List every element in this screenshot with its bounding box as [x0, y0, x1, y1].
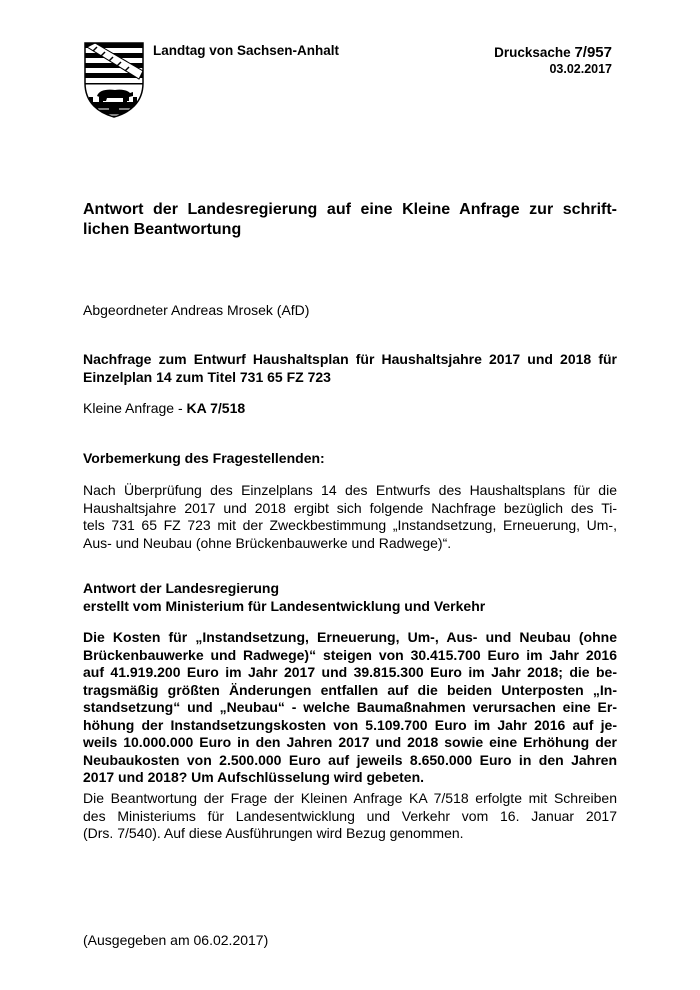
- text-line: auf 41.919.200 Euro im Jahr 2017 und 39.815.300 Euro im Jahr 2018; die be-: [83, 664, 617, 680]
- author: Abgeordneter Andreas Mrosek (AfD): [83, 302, 310, 318]
- text-line: höhung der Instandsetzungskosten von 5.109.700 Euro im Jahr 2016 auf je-: [83, 716, 617, 733]
- organization-name: Landtag von Sachsen-Anhalt: [153, 43, 340, 58]
- subject-line: Einzelplan 14 zum Titel 731 65 FZ 723: [83, 368, 331, 385]
- text-line: tragsmäßig größten Änderungen entfallen auf die beiden Unterposten „In-: [83, 681, 617, 698]
- text-line: standsetzung“ und „Neubau“ - welche Baumaßnahmen verursachen eine Er-: [83, 699, 617, 715]
- text-line: des Ministeriums für Landesentwicklung und Verkehr vom 16. Januar 2017: [83, 807, 617, 824]
- text-line: Neubaukosten von 2.500.000 Euro auf jeweils 8.650.000 Euro in den Jahren: [83, 751, 617, 768]
- text-line: weils 10.000.000 Euro in den Jahren 2017 und 2018 sowie eine Erhöhung der: [83, 734, 617, 750]
- text-line: tels 731 65 FZ 723 mit der Zweckbestimmung „Instandsetzung, Erneuerung, Um-,: [83, 517, 617, 533]
- text-line: Die Beantwortung der Frage der Kleinen Anfrage KA 7/518 erfolgte mit Schreiben: [83, 790, 617, 806]
- text-line: Die Kosten für „Instandsetzung, Erneuerung, Um-, Aus- und Neubau (ohne: [83, 629, 617, 645]
- document-date: 03.02.2017: [549, 62, 612, 76]
- vorbemerkung-text: [83, 482, 617, 552]
- vorbemerkung-heading: Vorbemerkung des Fragestellenden:: [83, 450, 325, 466]
- ka-label: Kleine Anfrage -: [83, 400, 187, 416]
- text-line: (Drs. 7/540). Auf diese Ausführungen wird Bezug genommen.: [83, 825, 464, 841]
- page-title: [83, 200, 617, 240]
- drucksache-label: Drucksache: [494, 45, 571, 60]
- text-line: Nach Überprüfung des Einzelplans 14 des Entwurfs des Haushaltsplans für die: [83, 482, 617, 498]
- text-line: Aus- und Neubau (ohne Brückenbauwerke und Radwege)“.: [83, 534, 452, 551]
- antwort-heading: [83, 580, 617, 615]
- question-text: [83, 629, 617, 787]
- ka-number: KA 7/518: [186, 400, 246, 416]
- answer-text: [83, 790, 617, 843]
- title-line: lichen Beantwortung: [83, 221, 242, 238]
- drucksache-number: 7/957: [574, 44, 612, 61]
- antwort-heading-line: erstellt vom Ministerium für Landesentwicklung und Verkehr: [83, 597, 486, 614]
- subject-line: Nachfrage zum Entwurf Haushaltsplan für Haushaltsjahre 2017 und 2018 für: [83, 351, 617, 367]
- antwort-heading-line: Antwort der Landesregierung: [83, 580, 280, 596]
- subject: [83, 351, 617, 386]
- title-line: Antwort der Landesregierung auf eine Kleine Anfrage zur schrift-: [83, 201, 617, 218]
- coat-of-arms-icon: [83, 41, 145, 119]
- kleine-anfrage-ref: [83, 400, 617, 418]
- text-line: Brückenbauwerke und Radwege)“ steigen von 30.415.700 Euro im Jahr 2016: [83, 646, 617, 663]
- drucksache-block: [494, 44, 612, 78]
- text-line: 2017 und 2018? Um Aufschlüsselung wird gebeten.: [83, 769, 425, 785]
- publication-date: (Ausgegeben am 06.02.2017): [83, 932, 269, 948]
- text-line: Haushaltsjahre 2017 und 2018 ergibt sich folgende Nachfrage bezüglich des Ti-: [83, 499, 617, 516]
